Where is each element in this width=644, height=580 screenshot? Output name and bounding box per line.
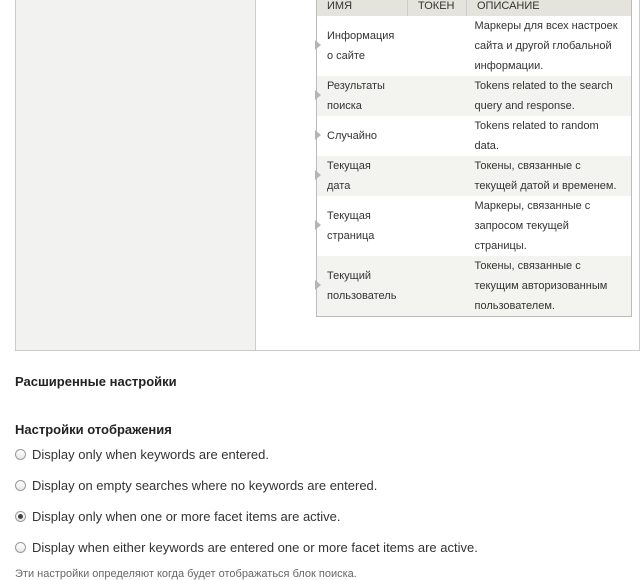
- expand-triangle-icon[interactable]: [315, 170, 321, 180]
- advanced-settings-heading[interactable]: Расширенные настройки: [15, 374, 177, 389]
- table-row[interactable]: [317, 156, 632, 196]
- radio-button[interactable]: [15, 542, 26, 553]
- column-header-name: ИМЯ: [317, 0, 408, 16]
- radio-button[interactable]: [15, 449, 26, 460]
- radio-option-empty-search[interactable]: Display on empty searches where no keywords are entered.: [15, 478, 377, 493]
- token-description: Токены, связанные с текущей датой и временем.: [467, 156, 632, 196]
- token-value: [408, 256, 467, 317]
- column-header-description: ОПИСАНИЕ: [467, 0, 632, 16]
- radio-option-keywords[interactable]: Display only when keywords are entered.: [15, 447, 269, 462]
- table-row[interactable]: [317, 116, 632, 156]
- token-value: [408, 196, 467, 256]
- radio-button-selected[interactable]: [15, 511, 26, 522]
- token-description: Tokens related to the search query and response.: [467, 76, 632, 116]
- table-row[interactable]: [317, 16, 632, 76]
- display-settings-description: Эти настройки определяют когда будет отображаться блок поиска.: [15, 568, 357, 580]
- expand-triangle-icon[interactable]: [315, 40, 321, 50]
- radio-button[interactable]: [15, 480, 26, 491]
- token-value: [408, 116, 467, 156]
- token-name[interactable]: Результаты поиска: [317, 76, 408, 116]
- token-description: Токены, связанные с текущим авторизованным пользователем.: [467, 256, 632, 317]
- column-header-token: ТОКЕН: [408, 0, 467, 16]
- token-value: [408, 16, 467, 76]
- token-description: Маркеры, связанные с запросом текущей страницы.: [474, 200, 591, 252]
- table-row[interactable]: [317, 76, 632, 116]
- expand-triangle-icon[interactable]: [315, 220, 321, 230]
- token-description: Маркеры для всех настроек сайта и другой глобальной информации.: [474, 20, 618, 72]
- token-table-header: [317, 0, 632, 16]
- panel-left-column: [16, 0, 256, 350]
- token-description: Tokens related to random data.: [474, 120, 599, 152]
- token-table: [316, 0, 632, 317]
- display-settings-heading: Настройки отображения: [15, 422, 172, 437]
- token-browser-panel: [15, 0, 640, 351]
- radio-option-keywords-or-facet[interactable]: Display when either keywords are entered one or more facet items are active.: [15, 540, 478, 555]
- token-value: [408, 76, 467, 116]
- token-name[interactable]: Информация о сайте: [317, 16, 408, 76]
- token-name[interactable]: Случайно: [317, 116, 408, 156]
- token-name[interactable]: Текущая страница: [317, 196, 408, 256]
- token-name[interactable]: Текущий пользователь: [317, 256, 408, 317]
- table-row[interactable]: [317, 256, 632, 317]
- expand-triangle-icon[interactable]: [315, 90, 321, 100]
- radio-option-facet-active[interactable]: Display only when one or more facet items are active.: [15, 509, 341, 524]
- expand-triangle-icon[interactable]: [315, 280, 321, 290]
- table-row[interactable]: [317, 196, 632, 256]
- expand-triangle-icon[interactable]: [315, 130, 321, 140]
- token-value: [408, 156, 467, 196]
- token-name[interactable]: Текущая дата: [317, 156, 408, 196]
